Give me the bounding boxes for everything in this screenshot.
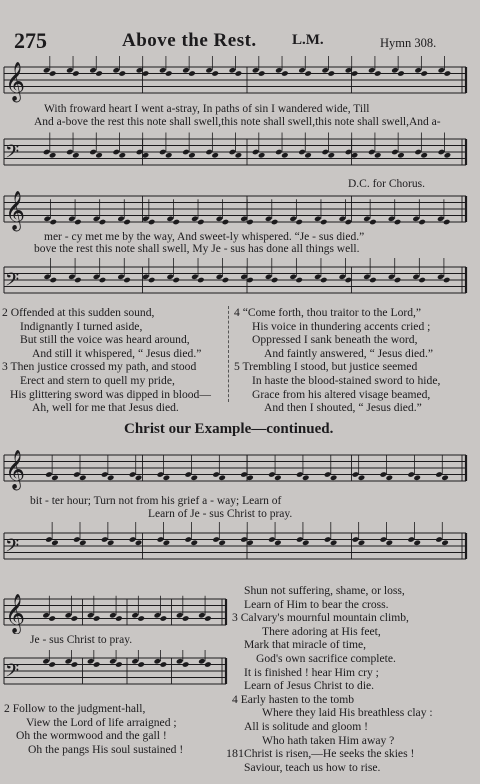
- verse-line: But still the voice was heard around,: [20, 333, 190, 347]
- svg-text:𝄢: 𝄢: [5, 536, 20, 562]
- verse-line: In haste the blood-stained sword to hide,: [252, 373, 441, 387]
- svg-text:𝄞: 𝄞: [5, 593, 26, 634]
- verse-line: Erect and stern to quell my pride,: [20, 373, 175, 387]
- lyrics-line: And a-bove the rest this note shall swell,this note shall swell,this note shall swell,And a-: [34, 116, 441, 128]
- dc-direction: D.C. for Chorus.: [348, 178, 425, 190]
- verse-line: Who hath taken Him away ?: [262, 733, 395, 747]
- verse-line: It is finished ! hear Him cry ;: [244, 665, 379, 679]
- music-staff-treble-3: [0, 444, 480, 492]
- verse-line: God's own sacrifice complete.: [256, 651, 396, 665]
- hymn-number: 275: [14, 28, 47, 53]
- music-staff-bass-2: [0, 258, 480, 302]
- lyrics-line: With froward heart I went a-stray, In paths of sin I wandered wide, Till: [44, 103, 370, 115]
- svg-text:𝄢: 𝄢: [5, 142, 20, 168]
- verse-line: Christ is risen,—He seeks the skies !: [244, 747, 415, 761]
- verse-line: Shun not suffering, shame, or loss,: [244, 584, 405, 597]
- music-staff-bass-1: [0, 130, 480, 174]
- verse-line: 2 Offended at this sudden sound,: [2, 306, 155, 319]
- music-staff-bass-4: [0, 650, 240, 692]
- svg-text:𝄞: 𝄞: [5, 61, 26, 102]
- verse-line: 2 Follow to the judgment-hall,: [4, 702, 146, 715]
- lyrics-line: Je - sus Christ to pray.: [30, 634, 133, 646]
- svg-text:𝄞: 𝄞: [5, 190, 26, 231]
- verse-block-left: [2, 306, 211, 415]
- verse-line: 4 “Come forth, thou traitor to the Lord,”: [234, 306, 422, 319]
- hymn-meter: L.M.: [292, 32, 324, 48]
- music-staff-treble-4: [0, 590, 240, 634]
- verse-line: His glittering sword was dipped in blood—: [10, 387, 211, 401]
- music-staff-bass-3: [0, 522, 480, 570]
- verse-line: 3 Then justice crossed my path, and stood: [2, 360, 197, 374]
- verse-block-section2-right: [232, 584, 433, 774]
- verse-line: And still it whispered, “ Jesus died.”: [32, 346, 202, 360]
- lyrics-line: bove the rest this note shall swell, My Je - sus has done all things well.: [34, 243, 360, 255]
- hymn-title: Above the Rest.: [122, 30, 257, 51]
- music-staff-treble-2: [0, 186, 480, 232]
- verse-line: Mark that miracle of time,: [244, 638, 367, 652]
- verse-block-section2-left: [4, 702, 183, 756]
- column-divider: [228, 306, 229, 402]
- lyrics-line: bit - ter hour; Turn not from his grief a - way; Learn of: [30, 495, 282, 507]
- verse-line: His voice in thundering accents cried ;: [252, 319, 431, 333]
- lyrics-line: mer - cy met me by the way, And sweet-ly whispered. “Je - sus died.”: [44, 231, 365, 243]
- verse-line: Oh the wormwood and the gall !: [16, 729, 167, 743]
- verse-line: All is solitude and gloom !: [244, 719, 368, 733]
- verse-line: 5 Trembling I stood, but justice seemed: [234, 360, 418, 374]
- verse-line: And faintly answered, “ Jesus died.”: [264, 346, 434, 360]
- verse-line: There adoring at His feet,: [262, 624, 381, 638]
- verse-line: Oppressed I sank beneath the word,: [252, 333, 418, 347]
- music-staff-treble-1: [0, 56, 480, 104]
- verse-line: View the Lord of life arraigned ;: [26, 715, 177, 729]
- verse-line: 4 Early hasten to the tomb: [232, 692, 355, 706]
- verse-line: Learn of Him to bear the cross.: [244, 597, 389, 611]
- section-title: Christ our Example—continued.: [124, 421, 334, 437]
- svg-text:𝄢: 𝄢: [5, 270, 20, 296]
- lyrics-line: Learn of Je - sus Christ to pray.: [148, 508, 293, 520]
- verse-line: 3 Calvary's mournful mountain climb,: [232, 611, 409, 625]
- verse-line: Saviour, teach us how to rise.: [244, 760, 381, 774]
- verse-line: Ah, well for me that Jesus died.: [32, 401, 179, 415]
- verse-line: Where they laid His breathless clay :: [262, 706, 433, 720]
- verse-line: Learn of Jesus Christ to die.: [244, 679, 375, 693]
- svg-text:𝄢: 𝄢: [5, 661, 20, 687]
- svg-text:𝄞: 𝄞: [5, 449, 26, 490]
- page-number: 181: [226, 746, 244, 760]
- verse-line: And then I shouted, “ Jesus died.”: [264, 401, 422, 415]
- verse-block-right: [234, 306, 440, 415]
- verse-line: Grace from his altered visage beamed,: [252, 387, 431, 401]
- hymn-tune-ref: Hymn 308.: [380, 36, 437, 50]
- verse-line: Oh the pangs His soul sustained !: [28, 742, 184, 756]
- verse-line: Indignantly I turned aside,: [20, 319, 143, 333]
